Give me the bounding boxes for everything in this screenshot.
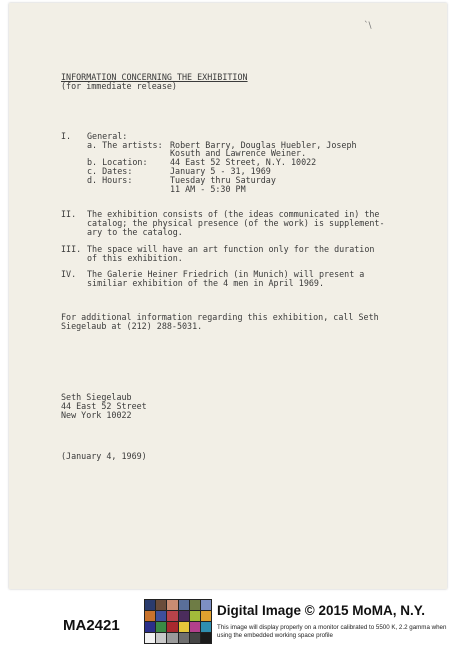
artists-line-2: Kosuth and Lawrence Weiner.	[170, 148, 307, 158]
color-swatch	[156, 633, 166, 643]
hours-line-1: Tuesday thru Saturday	[170, 175, 276, 185]
section-4-numeral: IV.	[61, 269, 77, 279]
hours-line-2: 11 AM - 5:30 PM	[170, 184, 246, 194]
color-swatch	[156, 611, 166, 621]
document-date: (January 4, 1969)	[61, 451, 147, 461]
color-swatch	[167, 622, 177, 632]
section-3-line-1: The space will have an art function only for the duration	[87, 244, 375, 254]
color-swatch	[190, 622, 200, 632]
color-swatch	[201, 633, 211, 643]
contact-line-2: Siegelaub at (212) 288-5031.	[61, 321, 203, 331]
color-swatch	[156, 600, 166, 610]
color-swatch	[167, 600, 177, 610]
color-swatch	[179, 600, 189, 610]
document-heading: INFORMATION CONCERNING THE EXHIBITION	[61, 72, 248, 82]
section-2-line-2: catalog; the physical presence (of the work) is supplement-	[87, 218, 385, 228]
color-swatch	[156, 622, 166, 632]
color-swatch	[201, 611, 211, 621]
hours-label: d. Hours:	[87, 175, 133, 185]
color-swatch	[179, 611, 189, 621]
paper-mark: `\	[364, 21, 372, 31]
accession-number: MA2421	[63, 617, 120, 634]
color-swatch	[179, 622, 189, 632]
section-3-line-2: of this exhibition.	[87, 253, 183, 263]
color-swatch	[145, 633, 155, 643]
section-1-numeral: I.	[61, 131, 72, 141]
dates-value: January 5 - 31, 1969	[170, 166, 271, 176]
dates-label: c. Dates:	[87, 166, 133, 176]
section-2-numeral: II.	[61, 209, 77, 219]
section-2-line-3: ary to the catalog.	[87, 227, 183, 237]
color-swatch	[167, 611, 177, 621]
section-4-line-2: similiar exhibition of the 4 men in April 1969.	[87, 278, 324, 288]
color-swatch	[167, 633, 177, 643]
color-swatch	[201, 600, 211, 610]
color-swatch	[145, 622, 155, 632]
document-subheading: (for immediate release)	[61, 81, 177, 91]
address-city: New York 10022	[61, 410, 132, 420]
section-2-line-1: The exhibition consists of (the ideas communicated in) the	[87, 209, 380, 219]
color-swatch	[145, 600, 155, 610]
artists-label: a. The artists:	[87, 140, 163, 150]
color-swatch	[190, 633, 200, 643]
color-swatch	[190, 611, 200, 621]
location-label: b. Location:	[87, 157, 148, 167]
color-swatch	[201, 622, 211, 632]
section-1-title: General:	[87, 131, 128, 141]
color-calibration-chart	[144, 599, 212, 644]
color-swatch	[190, 600, 200, 610]
location-value: 44 East 52 Street, N.Y. 10022	[170, 157, 317, 167]
artists-line-1: Robert Barry, Douglas Huebler, Joseph	[170, 140, 357, 150]
calibration-note: This image will display properly on a monitor calibrated to 5500 K, 2.2 gamma when using the embedded working space profile	[217, 624, 447, 639]
contact-line-1: For additional information regarding this exhibition, call Seth	[61, 312, 379, 322]
color-swatch	[145, 611, 155, 621]
address-street: 44 East 52 Street	[61, 401, 147, 411]
section-3-numeral: III.	[61, 244, 82, 254]
address-name: Seth Siegelaub	[61, 392, 132, 402]
section-4-line-1: The Galerie Heiner Friedrich (in Munich) will present a	[87, 269, 365, 279]
color-swatch	[179, 633, 189, 643]
copyright-notice: Digital Image © 2015 MoMA, N.Y.	[217, 603, 425, 618]
